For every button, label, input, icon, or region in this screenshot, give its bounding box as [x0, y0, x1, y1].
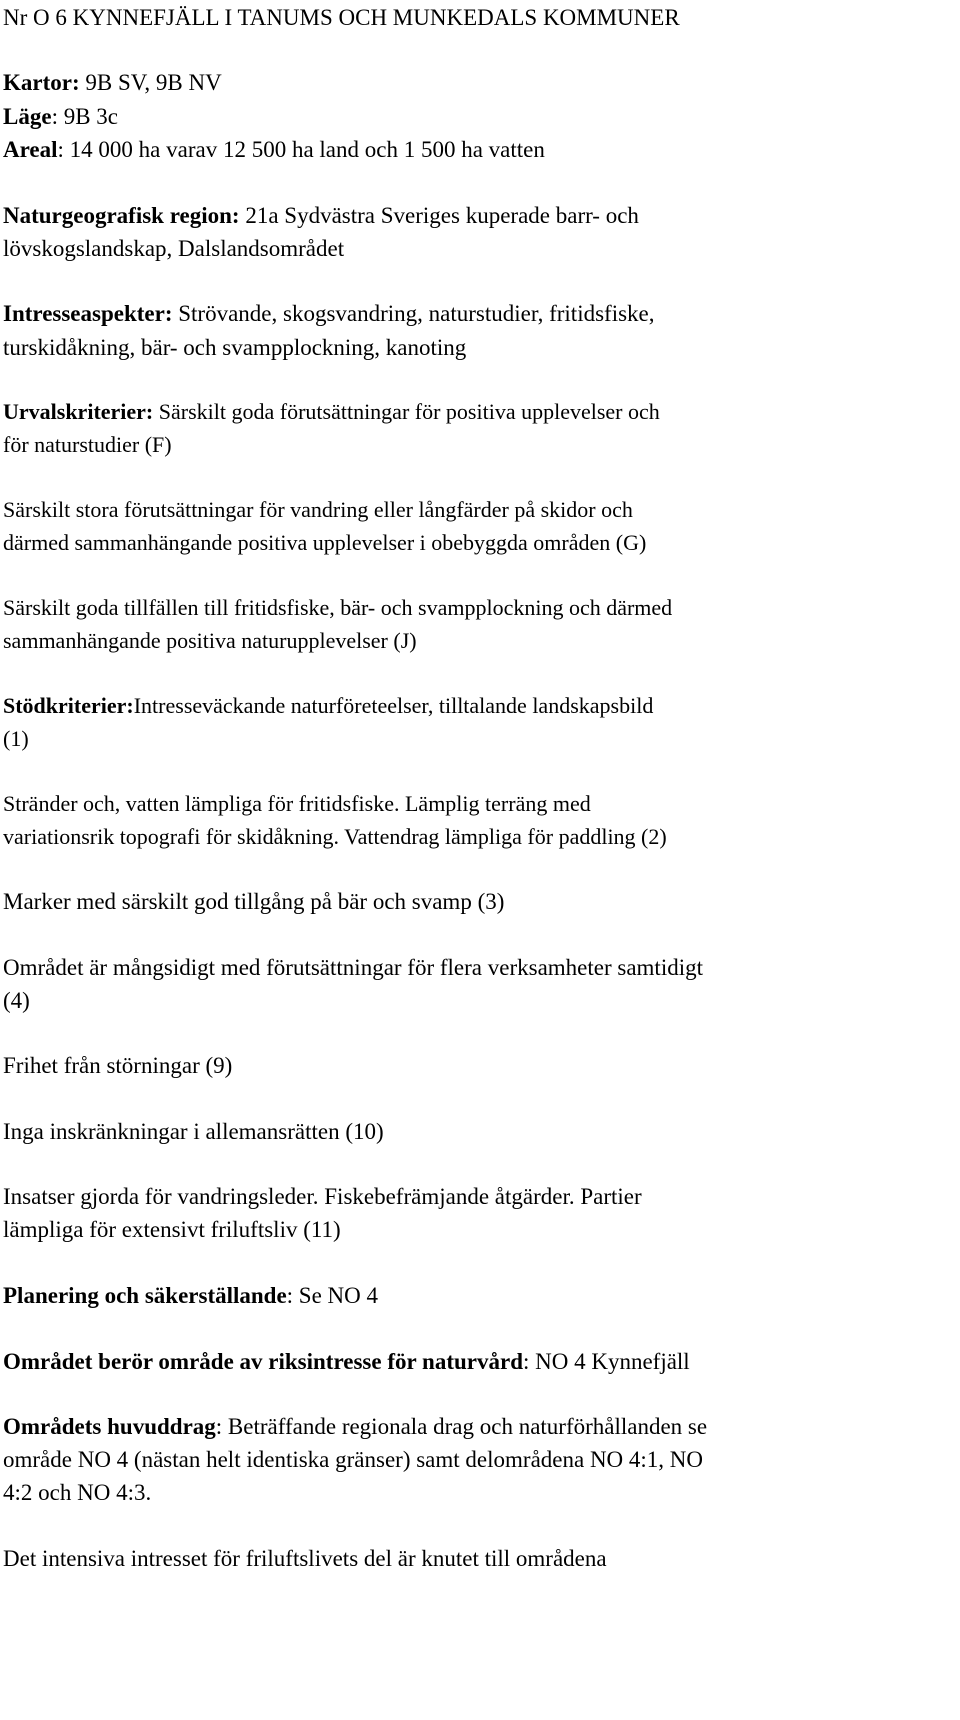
- kartor-value: 9B SV, 9B NV: [85, 70, 222, 95]
- stod-4-line1: Området är mångsidigt med förutsättningar för flera verksamheter samtidigt: [3, 955, 703, 980]
- urval-j-line1: Särskilt goda tillfällen till fritidsfiske, bär- och svampplockning och därmed: [3, 595, 673, 620]
- intresse-value: Strövande, skogsvandring, naturstudier, fritidsfiske,: [178, 301, 655, 326]
- huvuddrag-row: [3, 1413, 707, 1441]
- huvuddrag-label: Områdets huvuddrag: [3, 1414, 216, 1439]
- stod-row: [3, 692, 653, 720]
- stod-11-line2: lämpliga för extensivt friluftsliv (11): [3, 1217, 341, 1242]
- stod-label: Stödkriterier:: [3, 693, 134, 718]
- huvuddrag-line2: område NO 4 (nästan helt identiska gränser) samt delområdena NO 4:1, NO: [3, 1447, 704, 1472]
- planering-label: Planering och säkerställande: [3, 1283, 287, 1308]
- riksintresse-value: : NO 4 Kynnefjäll: [522, 1349, 690, 1374]
- planering-value: : Se NO 4: [286, 1283, 379, 1308]
- huvuddrag-line3: 4:2 och NO 4:3.: [3, 1480, 152, 1505]
- naturgeo-value: 21a Sydvästra Sveriges kuperade barr- och: [245, 203, 639, 228]
- stod-10: Inga inskränkningar i allemansrätten (10): [3, 1119, 384, 1144]
- urval-row: [3, 398, 660, 426]
- urval-g-line2: därmed sammanhängande positiva upplevelser i obebyggda områden (G): [3, 530, 647, 555]
- urval-value: Särskilt goda förutsättningar för positiva upplevelser och: [158, 399, 660, 424]
- intresse-row: [3, 300, 655, 328]
- urval-g-line1: Särskilt stora förutsättningar för vandring eller långfärder på skidor och: [3, 497, 633, 522]
- document-title: Nr O 6 KYNNEFJÄLL I TANUMS OCH MUNKEDALS KOMMUNER: [3, 5, 680, 30]
- last-line: Det intensiva intresset för friluftslivets del är knutet till områdena: [3, 1546, 607, 1571]
- huvuddrag-value: : Beträffande regionala drag och naturförhållanden se: [215, 1414, 708, 1439]
- naturgeo-row: [3, 202, 639, 230]
- riksintresse-label: Området berör område av riksintresse för naturvård: [3, 1349, 523, 1374]
- urval-label: Urvalskriterier:: [3, 399, 154, 424]
- urval-j-line2: sammanhängande positiva naturupplevelser (J): [3, 628, 417, 653]
- naturgeo-line2: lövskogslandskap, Dalslandsområdet: [3, 236, 345, 261]
- stod-3: Marker med särskilt god tillgång på bär och svamp (3): [3, 889, 505, 914]
- kartor-label: Kartor:: [3, 70, 80, 95]
- lage-value: : 9B 3c: [51, 104, 119, 129]
- stod-4-line2: (4): [3, 988, 30, 1013]
- intresse-label: Intresseaspekter:: [3, 301, 173, 326]
- stod-value: Intresseväckande naturföreteelser, tilltalande landskapsbild: [133, 693, 654, 718]
- intresse-line2: turskidåkning, bär- och svampplockning, kanoting: [3, 335, 467, 360]
- areal-row: [3, 136, 545, 164]
- planering-row: [3, 1282, 378, 1310]
- riksintresse-row: [3, 1348, 690, 1376]
- naturgeo-label: Naturgeografisk region:: [3, 203, 240, 228]
- stod-2-line1: Stränder och, vatten lämpliga för fritidsfiske. Lämplig terräng med: [3, 791, 591, 816]
- kartor-row: [3, 69, 222, 97]
- areal-value: : 14 000 ha varav 12 500 ha land och 1 500 ha vatten: [57, 137, 545, 162]
- areal-label: Areal: [3, 137, 58, 162]
- stod-9: Frihet från störningar (9): [3, 1053, 233, 1078]
- stod-11-line1: Insatser gjorda för vandringsleder. Fiskebefrämjande åtgärder. Partier: [3, 1184, 642, 1209]
- urval-line2: för naturstudier (F): [3, 432, 172, 457]
- stod-line2: (1): [3, 726, 29, 751]
- lage-row: [3, 103, 118, 131]
- stod-2-line2: variationsrik topografi för skidåkning. Vattendrag lämpliga för paddling (2): [3, 824, 667, 849]
- lage-label: Läge: [3, 104, 52, 129]
